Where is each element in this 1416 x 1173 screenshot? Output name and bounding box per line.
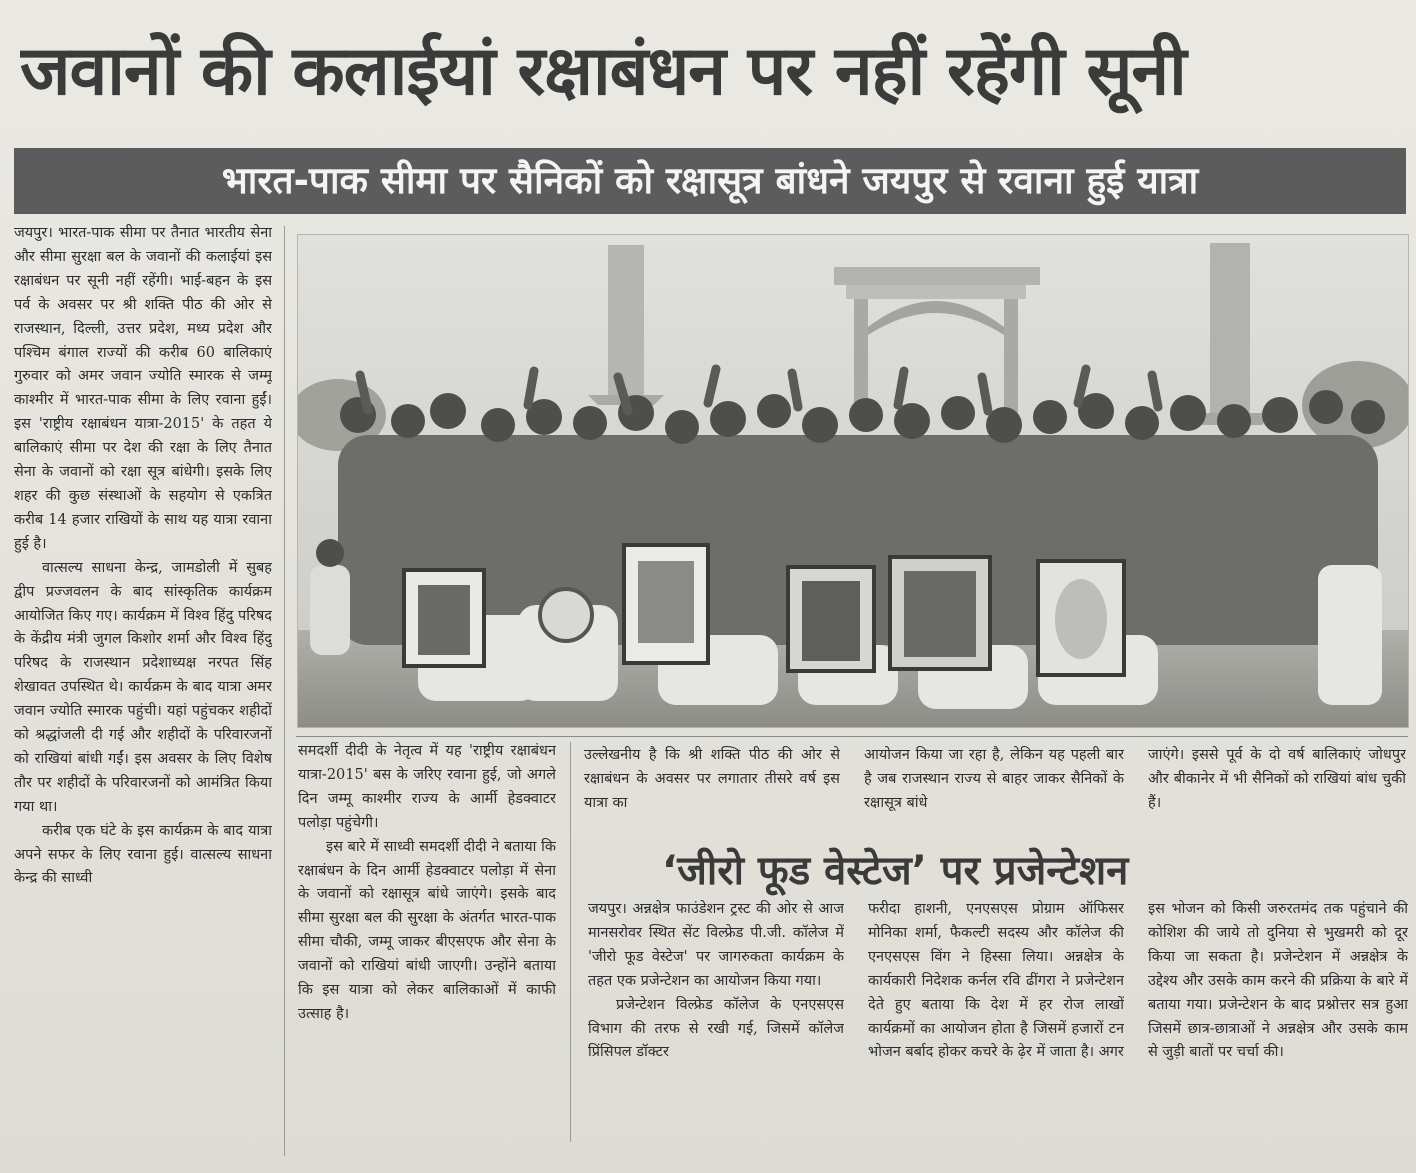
article-column-5 xyxy=(1148,744,1406,824)
article-column-2 xyxy=(298,740,556,1148)
second-article-column-1 xyxy=(588,898,844,1148)
column-rule xyxy=(284,226,285,1156)
article-column-3 xyxy=(584,744,840,824)
article-column-1 xyxy=(14,222,272,1164)
article-paragraph: इस भोजन को किसी जरुरतमंद तक पहुंचाने की कोशिश की जाये तो दुनिया से भुखमरी को दूर किया जा सकता है। प्रजेन्टेशन में अन्नक्षेत्र के उद्देश्य और उसके काम करने की प्रक्रिया के बारे में बताया गया। प्रजेन्टेशन के बाद प्रश्नोत्तर सत्र हुआ जिसमें छात्र-छात्राओं ने अन्नक्षेत्र और उसके काम से जुड़ी बातों पर चर्चा की। xyxy=(1148,901,1408,1061)
article-paragraph: वात्सल्य साधना केन्द्र, जामडोली में सुबह द्वीप प्रज्जवलन के बाद सांस्कृतिक कार्यक्रम आयोजित किए गए। कार्यक्रम में विश्व हिंदु परिषद के केंद्रीय मंत्री जुगल किशोर शर्मा और विश्व हिंदु परिषद के राजस्थान प्रदेशाध्यक्ष नरपत सिंह शेखावत उपस्थित थे। कार्यक्रम के बाद यात्रा अमर जवान ज्योति स्मारक पहुंची। यहां पहुंचकर शहीदों को श्रद्धांजली दी गई और शहीदों के परिवारजनों को राखियां बांधी गईं। इस अवसर के लिए विशेष तौर पर शहीदों के परिवारजनों को आमंत्रित किया गया था। xyxy=(14,559,272,815)
group-photo-icon xyxy=(298,235,1408,727)
article-paragraph: इस बारे में साध्वी समदर्शी दीदी ने बताया कि रक्षाबंधन के दिन आर्मी हेडक्वाटर पलोड़ा में सेना के जवानों को रक्षासूत्र बांधे जाएंगे। इसके बाद सीमा सुरक्षा बल की सुरक्षा के अंतर्गत भारत-पाक सीमा चौकी, जम्मू जाकर बीएसएफ और सेना के जवानों को राखियां बांधी जाएगी। उन्होंने बताया कि इस यात्रा को लेकर बालिकाओं में काफी उत्साह है। xyxy=(298,838,556,1022)
second-headline: ‘जीरो फूड वेस्टेज’ पर प्रजेन्टेशन xyxy=(662,848,1129,894)
column-rule xyxy=(570,742,571,1142)
headline: जवानों की कलाईयां रक्षाबंधन पर नहीं रहेंगी सूनी xyxy=(20,32,1186,111)
group-photo xyxy=(297,234,1409,728)
article-paragraph: जयपुर। भारत-पाक सीमा पर तैनात भारतीय सेना और सीमा सुरक्षा बल के जवानों की कलाईयां इस रक्षाबंधन पर सूनी नहीं रहेंगी। भाई-बहन के इस पर्व के अवसर पर श्री शक्ति पीठ की ओर से राजस्थान, दिल्ली, उत्तर प्रदेश, मध्य प्रदेश और पश्चिम बंगाल राज्यों की करीब 60 बालिकाएं गुरुवार को अमर जवान ज्योति स्मारक से जम्मू काश्मीर में भारत-पाक सीमा के लिए रवाना हुईं। इस 'राष्ट्रीय रक्षाबंधन यात्रा-2015' के तहत ये बालिकाएं सीमा पर देश की रक्षा के लिए तैनात सेना के जवानों को रक्षा सूत्र बांधेगी। इसके लिए शहर की कुछ संस्थाओं के सहयोग से एकत्रित करीब 14 हजार राखियों के साथ यह यात्रा रवाना हुई है। xyxy=(14,225,272,552)
article-paragraph: फरीदा हाशनी, एनएसएस प्रोग्राम ऑफिसर मोनिका शर्मा, फैकल्टी सदस्य और कॉलेज की एनएसएस विंग ने हिस्सा लिया। अन्नक्षेत्र के कार्यकारी निदेशक कर्नल रवि ढींगरा ने प्रजेन्टेशन देते हुए बताया कि देश में हर रोज लाखों कार्यक्रमों का आयोजन होता है जिसमें हजारों टन भोजन बर्बाद होकर कचरे के ढ़ेर में जाता है। अगर xyxy=(868,901,1124,1061)
article-paragraph: समदर्शी दीदी के नेतृत्व में यह 'राष्ट्रीय रक्षाबंधन यात्रा-2015' बस के जरिए रवाना हुई, जो अगले दिन जम्मू काश्मीर राज्य के आर्मी हेडक्वाटर पलोड़ा पहुंचेगी। xyxy=(298,743,556,831)
article-paragraph: जाएंगे। इससे पूर्व के दो वर्ष बालिकाएं जोधपुर और बीकानेर में भी सैनिकों को राखियां बांध चुकी हैं। xyxy=(1148,747,1406,811)
article-paragraph: आयोजन किया जा रहा है, लेकिन यह पहली बार है जब राजस्थान राज्य से बाहर जाकर सैनिकों के रक्षासूत्र बांधे xyxy=(864,747,1124,811)
article-paragraph: जयपुर। अन्नक्षेत्र फाउंडेशन ट्रस्ट की ओर से आज मानसरोवर स्थित सेंट विल्फ्रेड पी.जी. कॉलेज में 'जीरो फूड वेस्टेज' पर जागरुकता कार्यक्रम के तहत एक प्रजेन्टेशन का आयोजन किया गया। xyxy=(588,901,844,989)
article-paragraph: प्रजेन्टेशन विल्फ्रेड कॉलेज के एनएसएस विभाग की तरफ से रखी गई, जिसमें कॉलेज प्रिंसिपल डॉक्टर xyxy=(588,996,844,1061)
second-article-column-2 xyxy=(868,898,1124,1148)
section-rule xyxy=(296,736,1408,737)
article-paragraph: उल्लेखनीय है कि श्री शक्ति पीठ की ओर से रक्षाबंधन के अवसर पर लगातार तीसरे वर्ष इस यात्रा का xyxy=(584,747,840,811)
article-paragraph: करीब एक घंटे के इस कार्यक्रम के बाद यात्रा अपने सफर के लिए रवाना हुई। वात्सल्य साधना केन्द्र की साध्वी xyxy=(14,822,272,887)
article-column-4 xyxy=(864,744,1124,824)
second-article-column-3 xyxy=(1148,898,1408,1148)
subheadline: भारत-पाक सीमा पर सैनिकों को रक्षासूत्र बांधने जयपुर से रवाना हुई यात्रा xyxy=(14,148,1406,214)
